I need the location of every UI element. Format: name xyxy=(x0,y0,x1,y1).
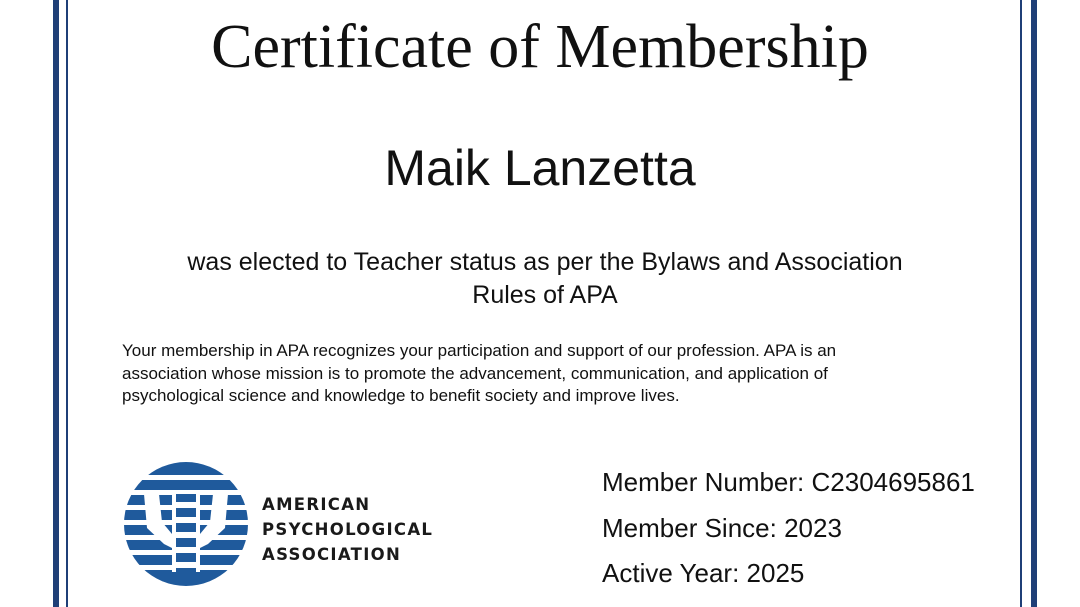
membership-info xyxy=(602,460,975,597)
elected-statement-line-1: was elected to Teacher status as per the Bylaws and Association xyxy=(187,248,903,276)
right-border-thin xyxy=(1020,0,1022,607)
mission-line-3: psychological science and knowledge to benefit society and improve lives. xyxy=(122,386,680,405)
mission-line-1: Your membership in APA recognizes your participation and support of our profession. APA is an xyxy=(122,341,837,360)
left-border-thick xyxy=(53,0,59,607)
active-year: Active Year: 2025 xyxy=(602,558,805,588)
elected-statement xyxy=(130,246,960,312)
member-name: Maik Lanzetta xyxy=(384,140,696,196)
organization-name xyxy=(262,492,433,567)
member-number: Member Number: C2304695861 xyxy=(602,467,975,497)
organization-name-line-1: AMERICAN xyxy=(262,495,371,514)
organization-name-line-2: PSYCHOLOGICAL xyxy=(262,520,434,539)
mission-line-2: association whose mission is to promote the advancement, communication, and application of xyxy=(122,363,828,383)
left-border-thin xyxy=(66,0,68,607)
member-since: Member Since: 2023 xyxy=(602,512,842,543)
certificate-title: Certificate of Membership xyxy=(211,13,869,81)
organization-name-line-3: ASSOCIATION xyxy=(262,545,402,564)
right-border-thick xyxy=(1031,0,1037,607)
elected-statement-line-2: Rules of APA xyxy=(472,281,618,309)
apa-psi-logo-icon xyxy=(124,462,248,586)
mission-paragraph xyxy=(122,340,952,408)
